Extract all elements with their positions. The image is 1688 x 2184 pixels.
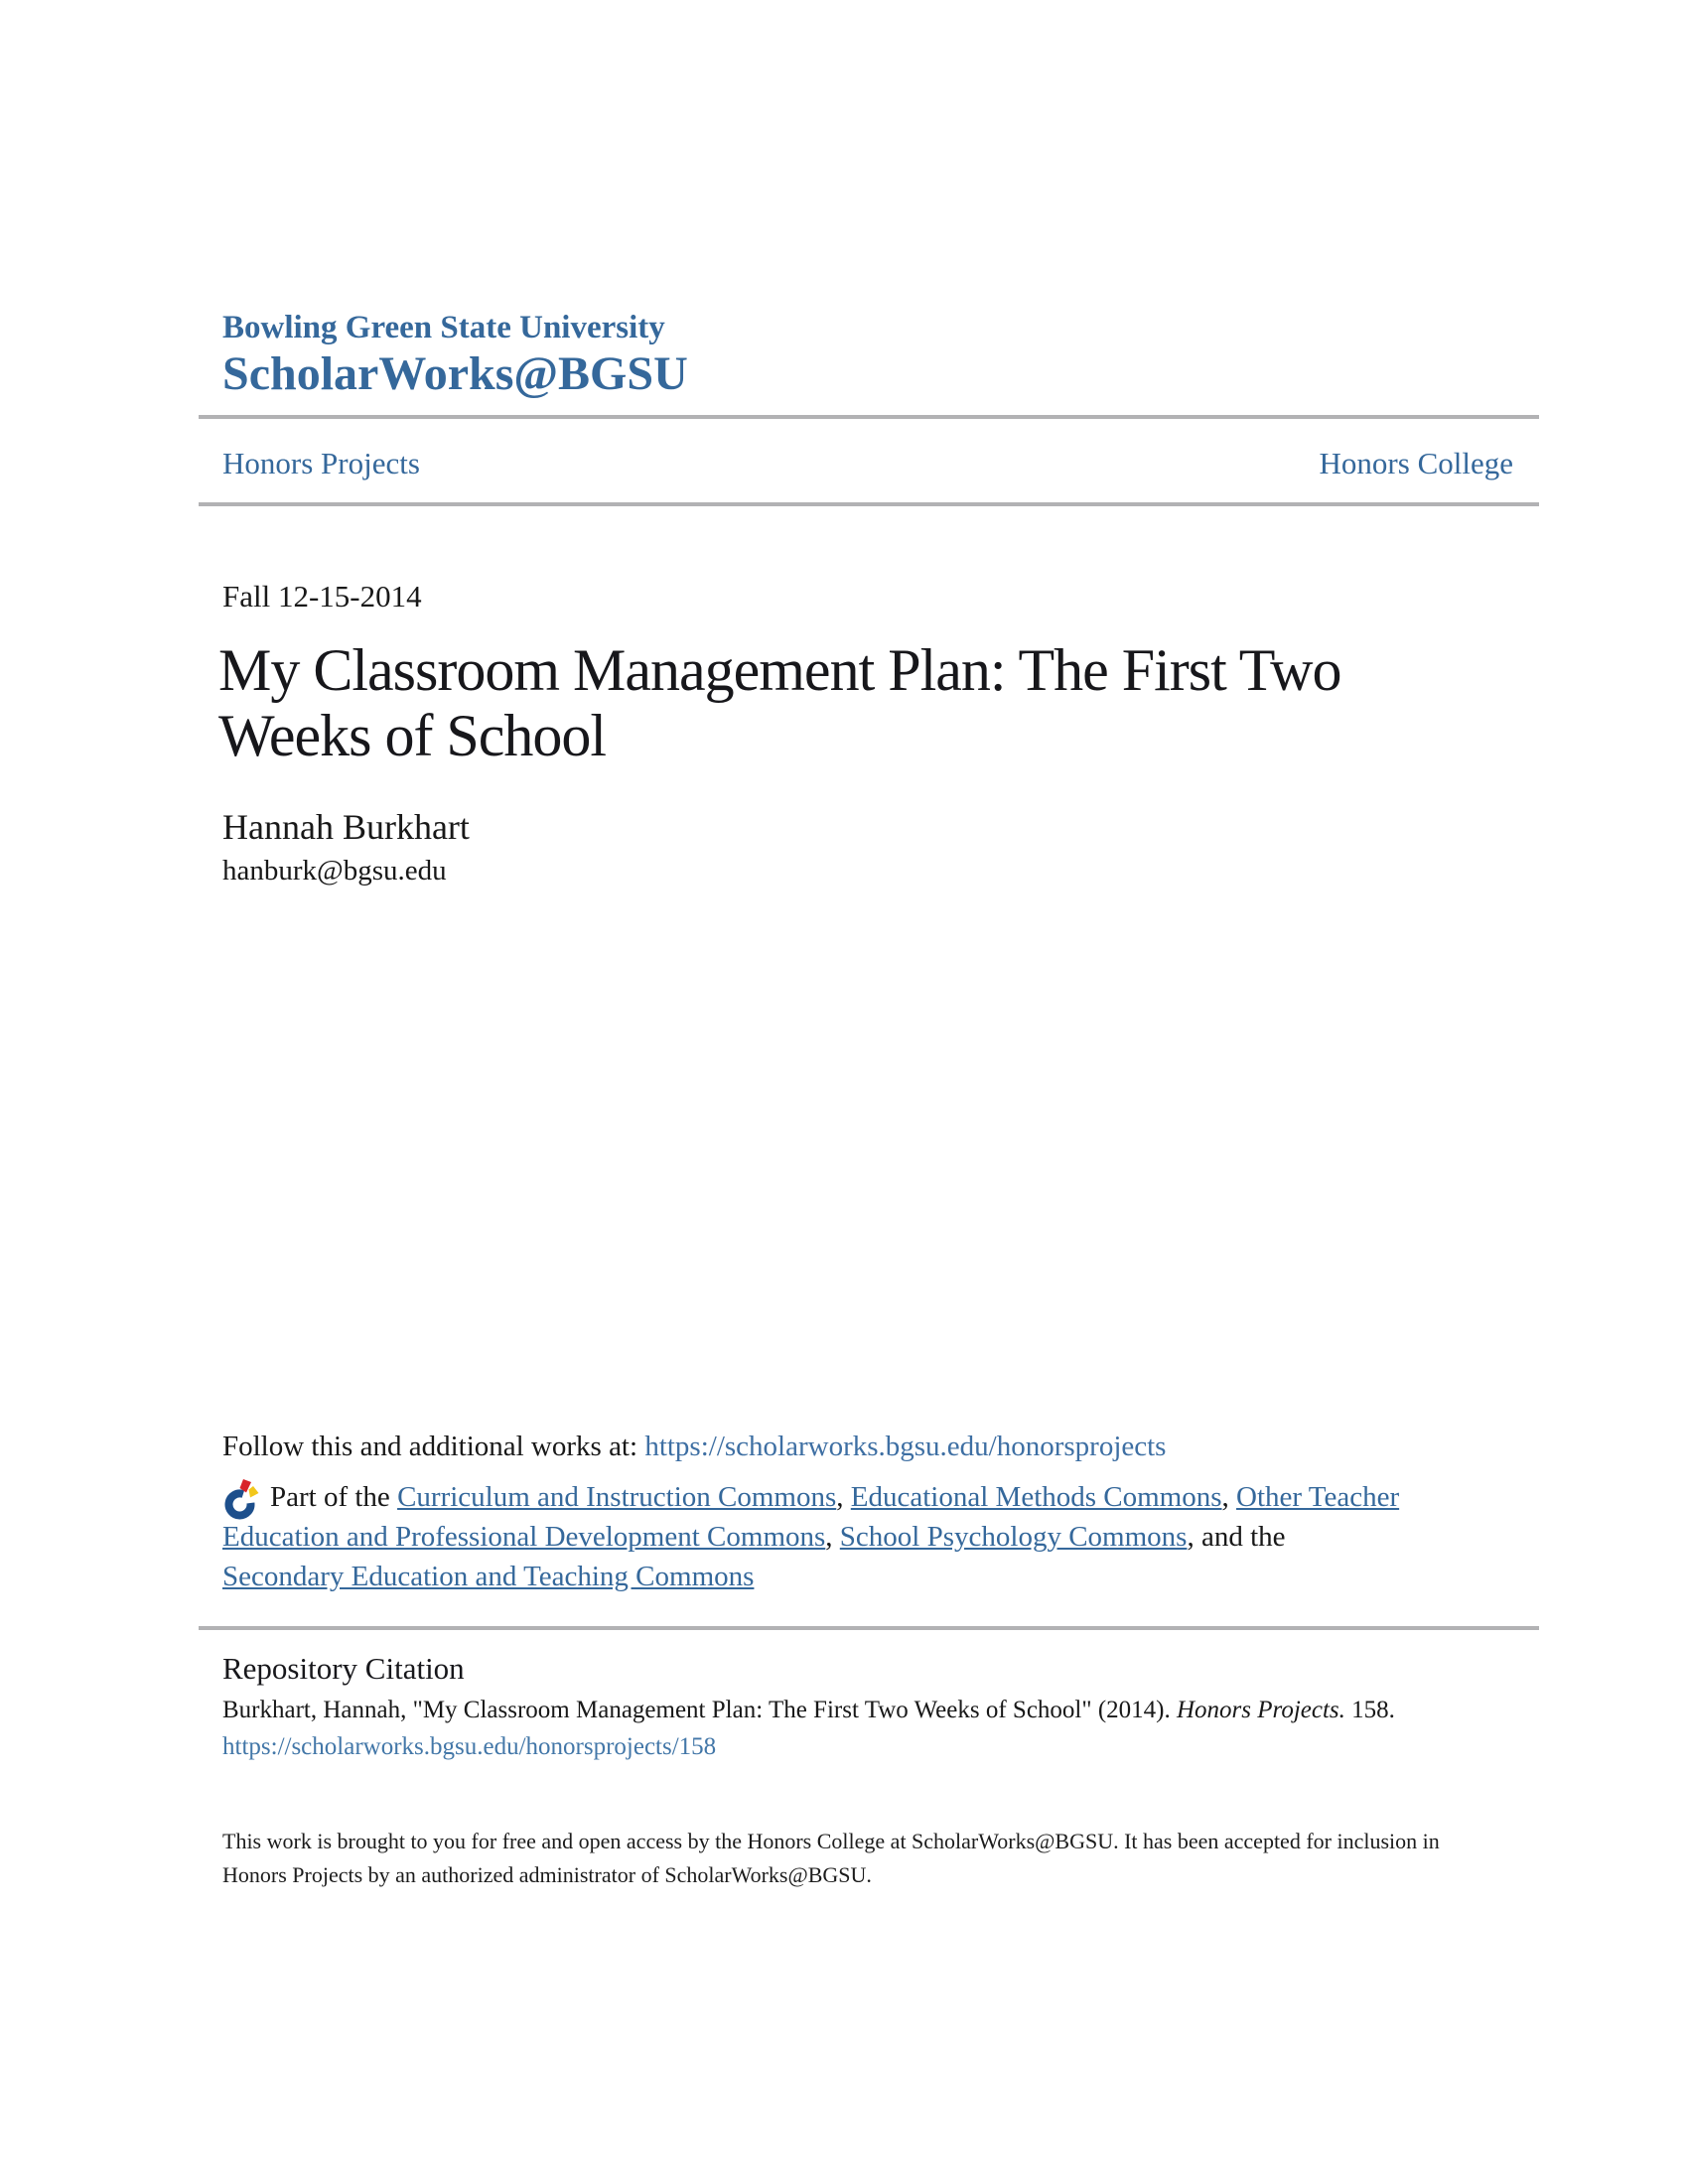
publication-date: Fall 12-15-2014 xyxy=(222,579,422,614)
commons-separator: , xyxy=(1221,1481,1237,1513)
repository-citation-text xyxy=(222,1694,1573,1727)
footer-statement: This work is brought to you for free and open access by the Honors College at ScholarWorks@BGSU. It has been accepted for inclusion in Honors Projects by an authorized administrator of ScholarWorks@BGSU. xyxy=(222,1829,1440,1887)
commons-paragraph xyxy=(222,1477,1414,1596)
follow-prefix: Follow this and additional works at: xyxy=(222,1431,645,1462)
commons-link-curriculum-and-instruction[interactable]: Curriculum and Instruction Commons xyxy=(397,1481,837,1513)
follow-url-link[interactable]: https://scholarworks.bgsu.edu/honorsprojects xyxy=(644,1431,1167,1462)
commons-prefix: Part of the xyxy=(270,1481,398,1513)
digital-commons-network-icon xyxy=(222,1477,262,1525)
citation-text: Burkhart, Hannah, "My Classroom Management Plan: The First Two Weeks of School" (2014). xyxy=(222,1697,1177,1723)
author-name: Hannah Burkhart xyxy=(222,807,470,847)
commons-link-secondary-education-and-teaching[interactable]: Secondary Education and Teaching Commons xyxy=(222,1561,755,1592)
citation-url-link[interactable]: https://scholarworks.bgsu.edu/honorsprojects/158 xyxy=(222,1733,717,1760)
follow-line xyxy=(222,1428,1166,1465)
masthead xyxy=(222,308,688,401)
university-name: Bowling Green State University xyxy=(222,310,665,345)
series-nav xyxy=(222,445,1513,482)
commons-link-educational-methods[interactable]: Educational Methods Commons xyxy=(850,1481,1222,1513)
nav-divider xyxy=(199,502,1539,506)
author-email: hanburk@bgsu.edu xyxy=(222,855,447,887)
commons-separator: , xyxy=(836,1481,851,1513)
commons-link-school-psychology[interactable]: School Psychology Commons xyxy=(839,1521,1188,1553)
repository-name[interactable]: ScholarWorks@BGSU xyxy=(222,347,688,400)
series-link-honors-projects[interactable]: Honors Projects xyxy=(222,446,420,480)
commons-separator: , xyxy=(825,1521,840,1553)
citation-series-italic: Honors Projects. xyxy=(1176,1697,1345,1723)
article-title xyxy=(218,637,1509,768)
article-title-line2: Weeks of School xyxy=(218,703,607,768)
top-divider xyxy=(199,415,1539,419)
citation-divider xyxy=(199,1626,1539,1630)
college-link-honors-college[interactable]: Honors College xyxy=(1319,446,1513,480)
repository-citation-heading: Repository Citation xyxy=(222,1651,465,1686)
citation-number: 158. xyxy=(1344,1697,1395,1723)
article-title-line1: My Classroom Management Plan: The First Two xyxy=(218,637,1341,703)
commons-link-other-teacher-education[interactable]: Other Teacher Education and Professional Development Commons xyxy=(222,1481,1400,1553)
commons-separator: , and the xyxy=(1187,1521,1286,1553)
